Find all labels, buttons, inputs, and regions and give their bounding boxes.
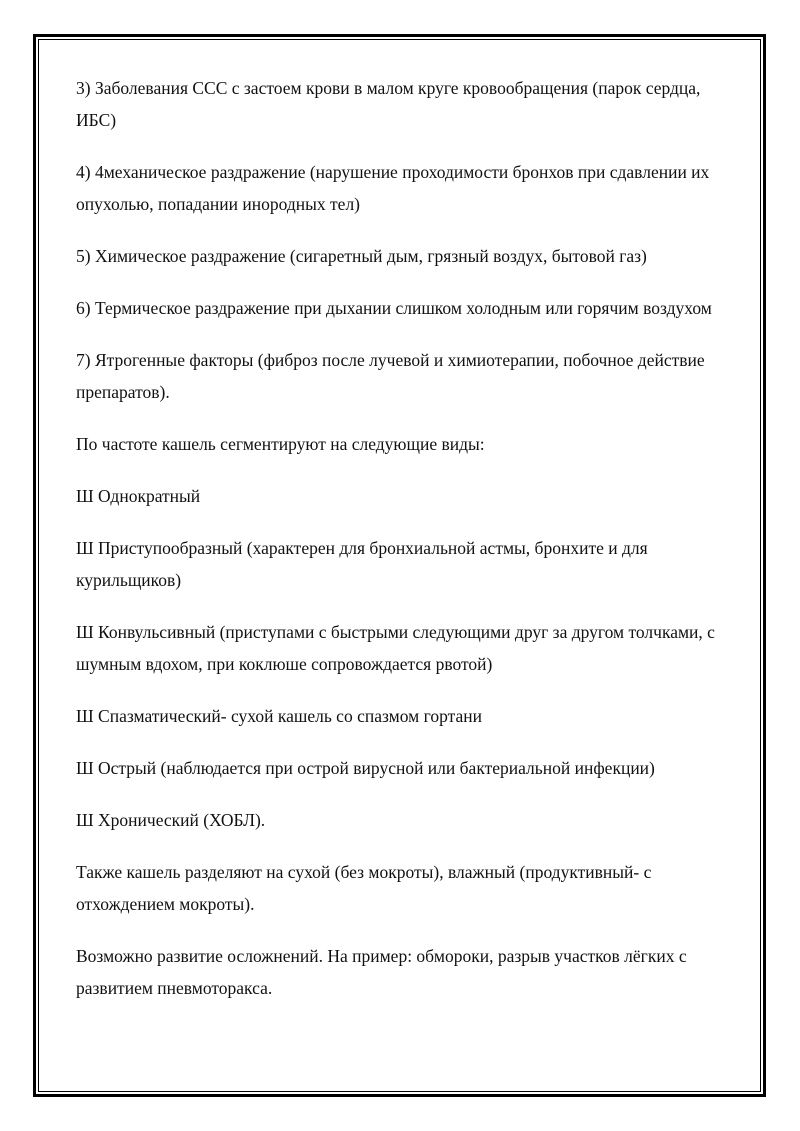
paragraph-cause-iatrogenic: 7) Ятрогенные факторы (фиброз после лучевой и химиотерапии, побочное действие препаратов).: [76, 350, 705, 402]
list-item-spasmodic: Ш Спазматический- сухой кашель со спазмом гортани: [76, 706, 482, 726]
list-item-single: Ш Однократный: [76, 486, 201, 506]
document-body: [76, 72, 736, 1024]
paragraph-cause-mechanical: 4) 4механическое раздражение (нарушение проходимости бронхов при сдавлении их опухолью, попадании инородных тел): [76, 162, 710, 214]
list-item-convulsive: Ш Конвульсивный (приступами с быстрыми следующими друг за другом толчками, с шумным вдохом, при коклюше сопровождается рвотой): [76, 622, 715, 674]
list-item-paroxysmal: Ш Приступообразный (характерен для бронхиальной астмы, бронхите и для курильщиков): [76, 538, 648, 590]
list-item-acute: Ш Острый (наблюдается при острой вирусной или бактериальной инфекции): [76, 758, 655, 778]
paragraph-dry-wet: Также кашель разделяют на сухой (без мокроты), влажный (продуктивный- с отхождением мокроты).: [76, 862, 652, 914]
paragraph-frequency-intro: По частоте кашель сегментируют на следующие виды:: [76, 434, 485, 454]
paragraph-cause-thermal: 6) Термическое раздражение при дыхании слишком холодным или горячим воздухом: [76, 298, 712, 318]
paragraph-cause-chemical: 5) Химическое раздражение (сигаретный дым, грязный воздух, бытовой газ): [76, 246, 647, 266]
list-item-chronic: Ш Хронический (ХОБЛ).: [76, 810, 266, 830]
paragraph-complications: Возможно развитие осложнений. На пример: обмороки, разрыв участков лёгких с развитием пневмоторакса.: [76, 946, 687, 998]
paragraph-cause-cardiovascular: 3) Заболевания ССС с застоем крови в малом круге кровообращения (парок сердца, ИБС): [76, 78, 701, 130]
